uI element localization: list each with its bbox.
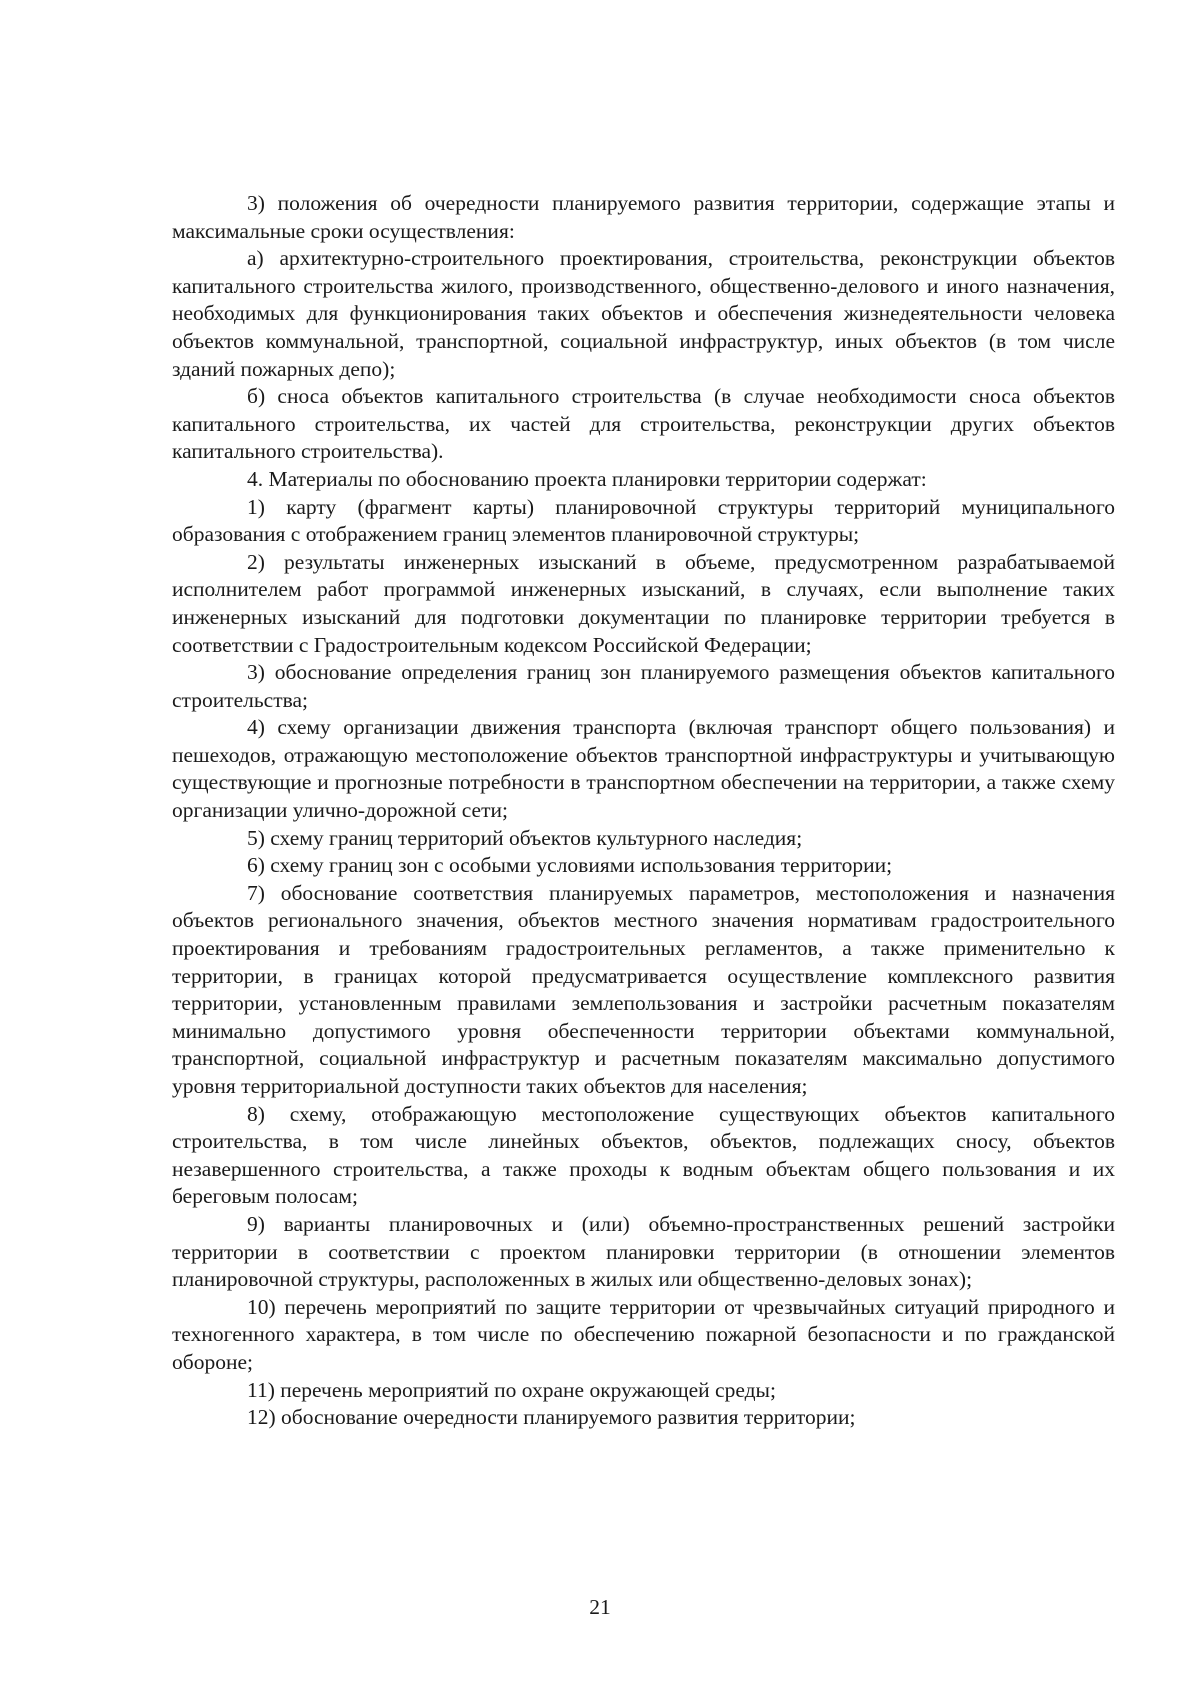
document-body <box>172 190 1115 1432</box>
page-number: 21 <box>589 1595 611 1619</box>
paragraph: 8) схему, отображающую местоположение существующих объектов капитального строительства, в том числе линейных объектов, объектов, подлежащих сносу, объектов незавершенного строительства, а также проходы к водным объектам общего пользования и их береговым полосам; <box>172 1101 1115 1209</box>
paragraph: б) сноса объектов капитального строительства (в случае необходимости сноса объектов капитального строительства, их частей для строительства, реконструкции других объектов капитального строительства). <box>172 384 1115 464</box>
paragraph: 7) обоснование соответствия планируемых параметров, местоположения и назначения объектов регионального значения, объектов местного значения нормативам градостроительного проектирования и требованиям градостроительных регламентов, а также применительно к территории, в границах которой предусматривается осуществление комплексного развития территории, установленным правилами землепользования и застройки расчетным показателям минимально допустимого уровня обеспеченности территории объектами коммунальной, транспортной, социальной инфраструктур и расчетным показателям максимально допустимого уровня территориальной доступности таких объектов для населения; <box>172 880 1115 1098</box>
paragraph: 4. Материалы по обоснованию проекта планировки территории содержат: <box>247 466 927 491</box>
paragraph: 3) положения об очередности планируемого развития территории, содержащие этапы и максимальные сроки осуществления: <box>172 191 1115 243</box>
paragraph: 5) схему границ территорий объектов культурного наследия; <box>247 825 803 850</box>
paragraph: 6) схему границ зон с особыми условиями использования территории; <box>247 853 893 878</box>
paragraph: 11) перечень мероприятий по охране окружающей среды; <box>247 1377 776 1402</box>
paragraph: 9) варианты планировочных и (или) объемно-пространственных решений застройки территории в соответствии с проектом планировки территории (в отношении элементов планировочной структуры, расположенных в жилых или общественно-деловых зонах); <box>172 1211 1115 1292</box>
paragraph: 4) схему организации движения транспорта (включая транспорт общего пользования) и пешеходов, отражающую местоположение объектов транспортной инфраструктуры и учитывающую существующие и прогнозные потребности в транспортном обеспечении на территории, а также схему организации улично-дорожной сети; <box>172 715 1115 823</box>
paragraph: а) архитектурно-строительного проектирования, строительства, реконструкции объектов капитального строительства жилого, производственного, общественно-делового и иного назначения, необходимых для функционирования таких объектов и обеспечения жизнедеятельности человека объектов коммунальной, транспортной, социальной инфраструктур, иных объектов (в том числе зданий пожарных депо); <box>172 246 1115 381</box>
paragraph: 1) карту (фрагмент карты) планировочной структуры территорий муниципального образования с отображением границ элементов планировочной структуры; <box>172 494 1115 547</box>
paragraph: 2) результаты инженерных изысканий в объеме, предусмотренном разрабатываемой исполнителем работ программой инженерных изысканий, в случаях, если выполнение таких инженерных изысканий для подготовки документации по планировке территории требуется в соответствии с Градостроительным кодексом Российской Федерации; <box>172 549 1115 657</box>
paragraph: 12) обоснование очередности планируемого развития территории; <box>247 1405 856 1430</box>
paragraph: 10) перечень мероприятий по защите территории от чрезвычайных ситуаций природного и техногенного характера, в том числе по обеспечению пожарной безопасности и по гражданской обороне; <box>172 1294 1115 1374</box>
paragraph: 3) обоснование определения границ зон планируемого размещения объектов капитального строительства; <box>172 660 1115 712</box>
